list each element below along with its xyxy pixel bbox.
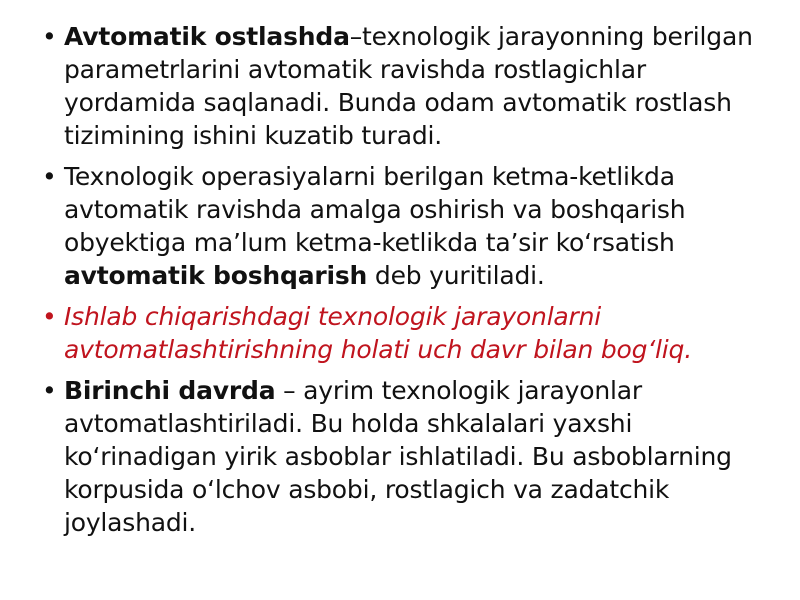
bullet-dot: • [42, 376, 57, 405]
bullet-term: Avtomatik ostlashda [64, 22, 350, 51]
bullet-dot: • [42, 162, 57, 191]
bullet-item-automatic-regulation [42, 20, 760, 152]
bullet-dot: • [42, 302, 57, 331]
bullet-dot: • [42, 22, 57, 51]
bullet-text: –texnologik jarayonning berilgan parametrlarini avtomatik ravishda rostlagichlar yordamida saqlanadi. Bunda odam avtomatik rostlash tizimining ishini kuzatib turadi. [64, 22, 753, 150]
bullet-term: avtomatik boshqarish [64, 261, 368, 290]
bullet-item-three-periods [42, 300, 760, 366]
bullet-list [42, 20, 760, 539]
bullet-item-first-period [42, 374, 760, 539]
bullet-text-after: deb yuritiladi. [367, 261, 545, 290]
bullet-term: Birinchi davrda [64, 376, 276, 405]
bullet-text: – ayrim texnologik jarayonlar avtomatlashtiriladi. Bu holda shkalalari yaxshi koʻrinadigan yirik asboblar ishlatiladi. Bu asboblarning korpusida oʻlchov asbobi, rostlagich va zadatchik joylashadi. [64, 376, 732, 537]
bullet-text: Ishlab chiqarishdagi texnologik jarayonlarni avtomatlashtirishning holati uch davr bilan bogʻliq. [64, 302, 692, 364]
bullet-item-automatic-control [42, 160, 760, 292]
bullet-text-before: Texnologik operasiyalarni berilgan ketma-ketlikda avtomatik ravishda amalga oshirish va boshqarish obyektiga ma’lum ketma-ketlikda ta’sir koʻrsatish [64, 162, 686, 257]
